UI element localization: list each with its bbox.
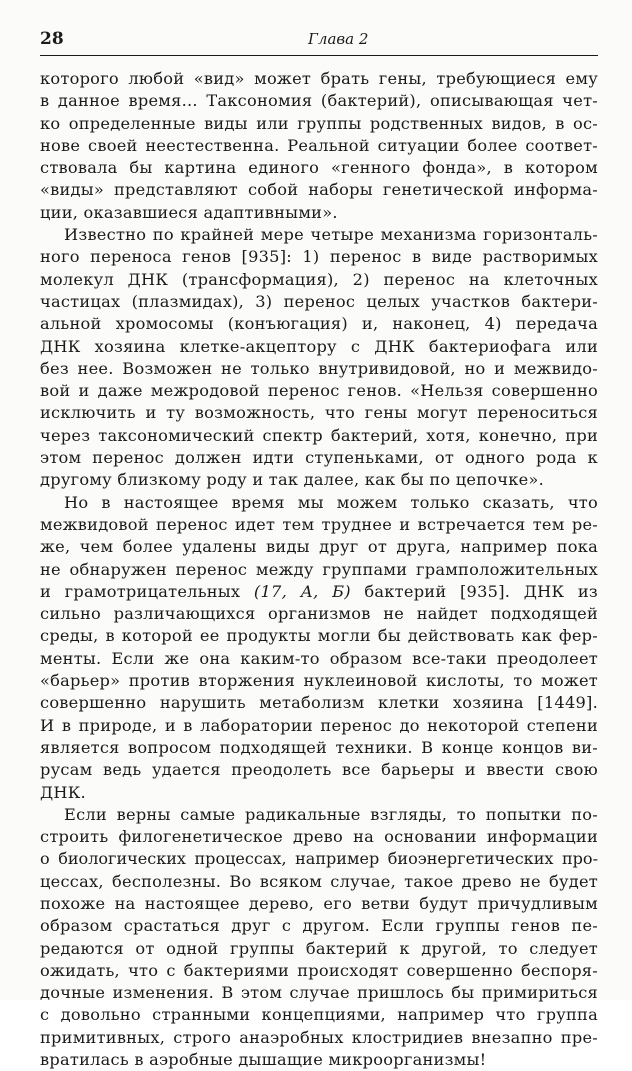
paragraph	[40, 68, 598, 224]
text-line: молекул ДНК (трансформация), 2) перенос на клеточных	[40, 269, 598, 289]
text-line: Но в настоящее время мы можем только сказать, что	[64, 492, 598, 512]
text-line: И в природе, и в лаборатории перенос до некоторой степени	[40, 715, 598, 735]
text-line: похоже на настоящее дерево, его ветви будут причудливым	[40, 893, 598, 913]
text-line: не обнаружен перенос между группами грамположительных	[40, 559, 598, 579]
text-line: альной хромосомы (конъюгация) и, наконец, 4) передача	[40, 314, 598, 334]
page-header	[40, 28, 598, 50]
text-line: ко определенные виды или группы родственных видов, в ос-	[40, 113, 598, 133]
text-line: о биологических процессах, например биоэнергетических про-	[40, 849, 598, 869]
text-line: сильно различающихся организмов не найдет подходящей	[40, 604, 598, 624]
text-line: ного переноса генов [935]: 1) перенос в виде растворимых	[40, 247, 598, 267]
paragraph	[40, 492, 598, 804]
text-line: ции, оказавшиеся адаптивными».	[40, 202, 338, 222]
text-line: ожидать, что с бактериями происходят совершенно беспоря-	[40, 960, 598, 980]
text-line: этом перенос должен идти ступеньками, от одного рода к	[40, 448, 598, 468]
text-line: образом срастаться друг с другом. Если группы генов пе-	[40, 916, 598, 936]
text-line: вой и даже межродовой перенос генов. «Нельзя совершенно	[40, 381, 598, 401]
text-line: ствовала бы картина единого «генного фонда», в котором	[40, 158, 598, 178]
text-line: другому близкому роду и так далее, как бы по цепочке».	[40, 470, 544, 490]
text-line: с довольно странными концепциями, например что группа	[40, 1005, 598, 1025]
text-line: дочные изменения. В этом случае пришлось бы примириться	[40, 983, 598, 1003]
text-line: русам ведь удается преодолеть все барьеры и ввести свою	[40, 760, 598, 780]
figure-reference: (17, А, Б)	[253, 581, 351, 601]
text-line: менты. Если же она каким-то образом все-таки преодолеет	[40, 648, 598, 668]
text-line: «барьер» против вторжения нуклеиновой кислоты, то может	[40, 671, 598, 691]
text-line: частицах (плазмидах), 3) перенос целых участков бактери-	[40, 291, 598, 311]
paragraph	[40, 804, 598, 1071]
text-line: Известно по крайней мере четыре механизма горизонталь-	[64, 225, 598, 245]
text-line: цессах, бесполезны. Во всяком случае, такое древо не будет	[40, 871, 598, 891]
running-head: Глава 2	[308, 30, 369, 48]
text-line: среды, в которой ее продукты могли бы действовать как фер-	[40, 626, 598, 646]
header-rule	[40, 55, 598, 56]
text-line: ДНК хозяина клетке-акцептору с ДНК бактериофага или	[40, 336, 598, 356]
text-line: которого любой «вид» может брать гены, требующиеся ему	[40, 69, 598, 88]
text-line: исключить и ту возможность, что гены могут переноситься	[40, 403, 598, 423]
text-line: вратилась в аэробные дышащие микроорганизмы!	[40, 1050, 487, 1070]
text-line: без нее. Возможен не только внутривидовой, но и межвидо-	[40, 358, 598, 378]
text-line: и грамотрицательных (17, А, Б) бактерий [935]. ДНК из	[40, 581, 599, 601]
text-line: «виды» представляют собой наборы генетической информа-	[40, 180, 598, 200]
text-line: является вопросом подходящей техники. В конце концов ви-	[40, 737, 598, 757]
body-text	[40, 68, 598, 1071]
text-line: редаются от одной группы бактерий к другой, то следует	[40, 938, 598, 958]
text-line: же, чем более удалены виды друг от друга, например пока	[40, 537, 598, 557]
text-line: совершенно нарушить метаболизм клетки хозяина [1449].	[40, 693, 598, 713]
text-line: через таксономический спектр бактерий, хотя, конечно, при	[40, 425, 598, 445]
text-line: нове своей неестественна. Реальной ситуации более соответ-	[40, 135, 598, 155]
text-line: примитивных, строго анаэробных клостридиев внезапно пре-	[40, 1027, 598, 1047]
text-line: в данное время... Таксономия (бактерий), описывающая чет-	[40, 91, 598, 111]
paragraph	[40, 224, 598, 492]
text-line: строить филогенетическое древо на основании информации	[40, 827, 598, 847]
text-line: ДНК.	[40, 782, 86, 802]
text-line: Если верны самые радикальные взгляды, то попытки по-	[64, 804, 598, 824]
page-number: 28	[40, 29, 64, 49]
text-line: межвидовой перенос идет тем труднее и встречается тем ре-	[40, 514, 598, 534]
